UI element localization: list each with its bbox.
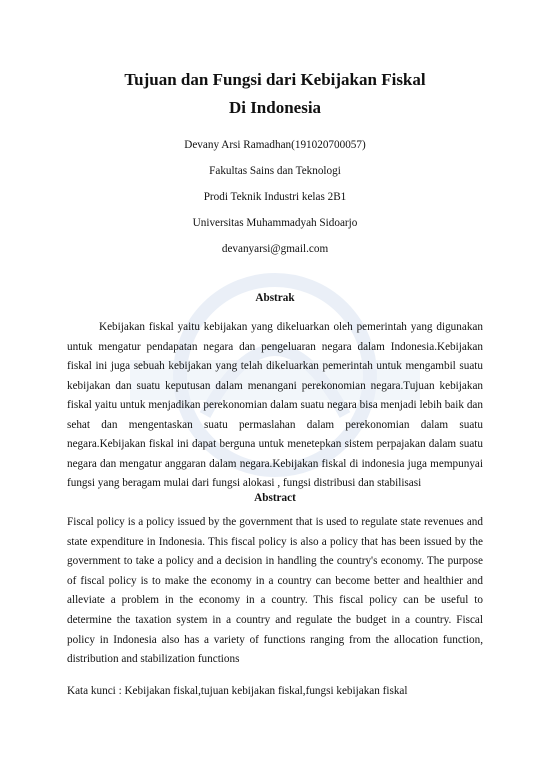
faculty-name: Fakultas Sains dan Teknologi (209, 165, 341, 177)
author-name: Devany Arsi Ramadhan(191020700057) (184, 139, 366, 151)
keywords-line: Kata kunci : Kebijakan fiskal,tujuan kebijakan fiskal,fungsi kebijakan fiskal (67, 685, 408, 697)
university-name: Universitas Muhammadyah Sidoarjo (192, 217, 358, 229)
study-program: Prodi Teknik Industri kelas 2B1 (203, 191, 347, 203)
abstrak-heading: Abstrak (255, 292, 295, 304)
author-email: devanyarsi@gmail.com (221, 243, 329, 255)
paper-title-line-1: Tujuan dan Fungsi dari Kebijakan Fiskal (124, 70, 426, 89)
paper-title-line-2: Di Indonesia (228, 98, 322, 117)
abstrak-paragraph: Kebijakan fiskal yaitu kebijakan yang dikeluarkan oleh pemerintah yang digunakan untuk mengatur pendapatan negara dan pengeluaran negara dalam Indonesia.Kebijakan fiskal ini juga sebuah kebijakan yang telah dikeluarkan pemerintah untuk mengambil suatu kebijakan dan suatu keputusan dalam menangani perekonomian negara.Tujuan kebijakan fiskal yaitu untuk menjadikan perekonomian dalam suatu negara bisa menjadi lebih baik dan sehat dan mengentaskan suatu permaslahan dalam perekonomian dalam suatu negara.Kebijakan fiskal ini dapat berguna untuk menetepkan sistem perpajakan dalam suatu negara dan mengatur anggaran dalam negara.Kebijakan fiskal di indonesia juga mempunyai fungsi yang beragam mulai dari fungsi alokasi , fungsi distribusi dan stabilisasi (67, 321, 483, 489)
abstract-paragraph: Fiscal policy is a policy issued by the government that is used to regulate state revenues and state expenditure in Indonesia. This fiscal policy is also a policy that has been issued by the government to take a policy and a decision in handling the country's economy. The purpose of fiscal policy is to make the economy in a country can become better and healthier and alleviate a problem in the economy in a country. This fiscal policy can be useful to determine the taxation system in a country and regulate the budget in a country. Fiscal policy in Indonesia also has a variety of functions ranging from the allocation function, distribution and stabilization functions (67, 516, 483, 666)
abstract-heading: Abstract (254, 492, 296, 504)
